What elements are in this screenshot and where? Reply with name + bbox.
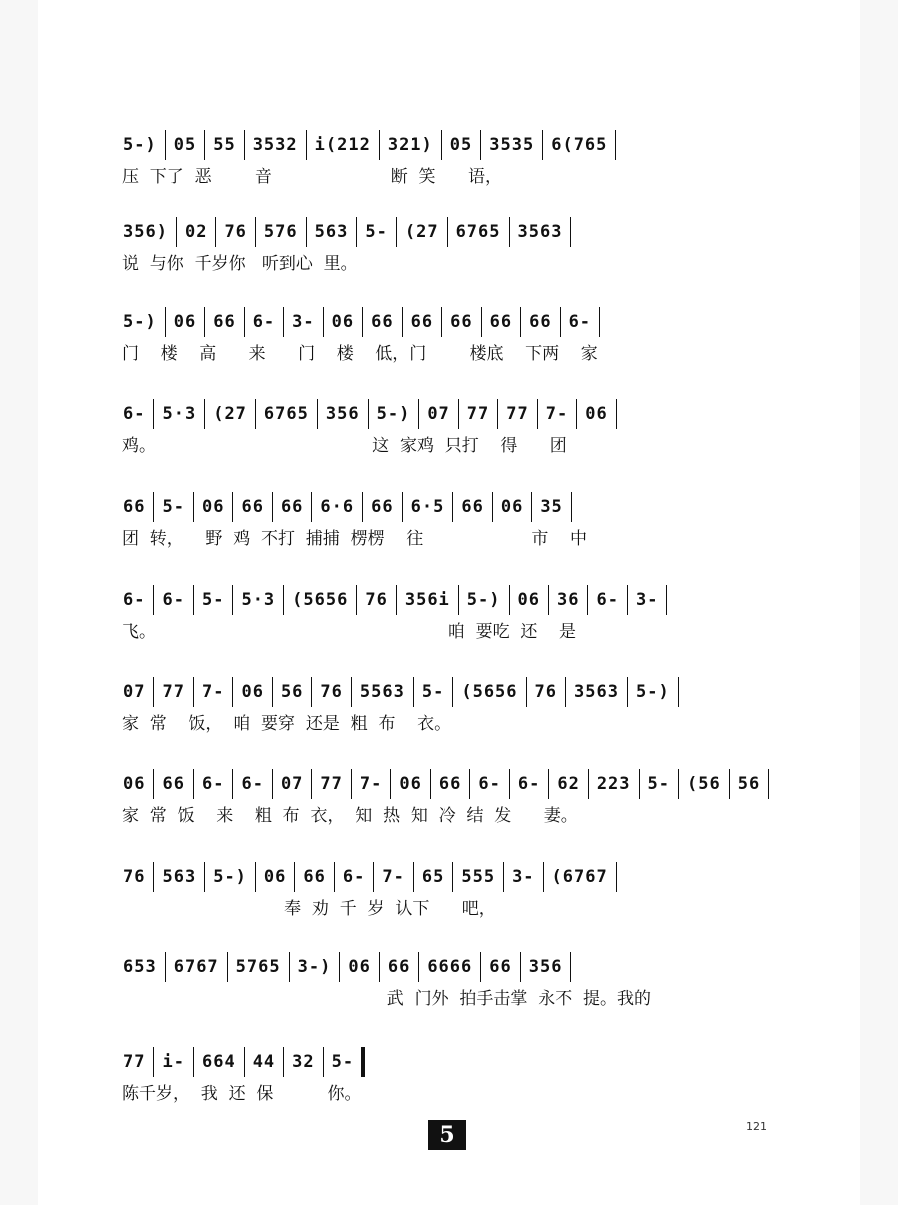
measure: 6-: [568, 312, 592, 332]
measure: 356i: [400, 583, 455, 617]
bar-line: [447, 217, 448, 247]
measure: 5-): [376, 404, 411, 424]
bar-line: [480, 952, 481, 982]
measure: 07: [276, 767, 308, 801]
bar-line: [441, 307, 442, 337]
bar-line: [560, 307, 561, 337]
bar-line: [294, 862, 295, 892]
score-system: [118, 397, 798, 461]
measure: 6-: [596, 590, 619, 610]
measure: 3-): [297, 957, 332, 977]
bar-line: [306, 130, 307, 160]
bar-line: [244, 307, 245, 337]
bar-line: [153, 399, 154, 429]
measure: 06: [513, 583, 545, 617]
measure: 3-: [292, 312, 315, 332]
measure: 555: [456, 860, 500, 894]
bar-line: [204, 399, 205, 429]
measure: 3-: [512, 867, 535, 887]
measure: 5-): [213, 867, 247, 887]
bar-line: [531, 492, 532, 522]
bar-line: [311, 492, 312, 522]
measure: 6-: [478, 774, 501, 794]
bar-line: [571, 492, 572, 522]
bar-line: [390, 769, 391, 799]
lyrics-line: 门 楼 高 来 门 楼 低，门 楼底 下两 家: [122, 344, 598, 364]
bar-line: [362, 492, 363, 522]
bar-line: [153, 677, 154, 707]
bar-line: [232, 585, 233, 615]
measure: 77: [157, 675, 189, 709]
bar-line: [153, 862, 154, 892]
notation-line: [118, 583, 798, 617]
measure: (5656: [456, 675, 522, 709]
measure: 76: [360, 583, 392, 617]
bar-line: [272, 677, 273, 707]
bar-line: [193, 1047, 194, 1077]
bar-line: [334, 862, 335, 892]
lyrics-line: 武 门外 拍手击掌 永不 提。我的: [122, 989, 652, 1009]
bar-line: [418, 399, 419, 429]
measure: 6-: [241, 774, 264, 794]
bar-line: [666, 585, 667, 615]
bar-line: [232, 492, 233, 522]
measure: 77: [118, 1045, 150, 1079]
measure: 66: [208, 305, 240, 339]
measure: 356: [524, 950, 568, 984]
measure: 6-: [162, 590, 185, 610]
bar-line: [368, 399, 369, 429]
bar-line: [193, 492, 194, 522]
bar-line: [413, 677, 414, 707]
measure: (6767: [547, 860, 613, 894]
bar-line: [587, 585, 588, 615]
measure: 5·3: [157, 397, 201, 431]
measure: i(212: [310, 128, 376, 162]
bar-line: [639, 769, 640, 799]
lyrics-line: 飞。 咱 要吃 还 是: [122, 622, 577, 642]
measure: 44: [248, 1045, 280, 1079]
bar-line: [615, 130, 616, 160]
measure: 7-: [545, 404, 569, 424]
bar-line: [317, 399, 318, 429]
page-number-badge: 5: [428, 1120, 466, 1150]
bar-line: [272, 769, 273, 799]
measure: 6-: [342, 867, 366, 887]
score-system: [118, 767, 798, 831]
bar-line: [244, 130, 245, 160]
score-system: [118, 490, 798, 554]
measure: 66: [445, 305, 477, 339]
notation-line: [118, 675, 798, 709]
measure: 6(765: [546, 128, 612, 162]
bar-line: [509, 769, 510, 799]
measure: 06: [327, 305, 359, 339]
bar-line: [153, 492, 154, 522]
page-footer-number: 121: [746, 1120, 767, 1133]
bar-line: [458, 585, 459, 615]
measure: 356): [118, 215, 173, 249]
measure: 76: [118, 860, 150, 894]
score-system: [118, 305, 798, 369]
bar-line: [492, 492, 493, 522]
measure: 6-: [123, 404, 146, 424]
bar-line: [729, 769, 730, 799]
bar-line: [413, 862, 414, 892]
measure: 06: [394, 767, 426, 801]
measure: 5-): [123, 135, 157, 155]
bar-line: [565, 677, 566, 707]
notation-line: [118, 860, 798, 894]
score-system: [118, 950, 798, 1014]
measure: 55: [208, 128, 240, 162]
bar-line: [311, 769, 312, 799]
bar-line: [480, 130, 481, 160]
measure: 06: [118, 767, 150, 801]
notation-line: [118, 490, 798, 524]
lyrics-line: 家 常 饭， 咱 要穿 还是 粗 布 衣。: [122, 714, 452, 734]
measure: 56: [733, 767, 765, 801]
measure: (27: [400, 215, 444, 249]
bar-line: [339, 952, 340, 982]
measure: 5-): [635, 682, 670, 702]
lyrics-line: 压 下了 恶 音 断 笑 语，: [122, 167, 502, 187]
bar-line: [165, 130, 166, 160]
lyrics-line: 陈千岁， 我 还 保 你。: [122, 1084, 362, 1104]
measure: 35: [535, 490, 567, 524]
notation-line: [118, 305, 798, 339]
measure: 06: [580, 397, 612, 431]
lyrics-line: 说 与你 千岁你 听到心 里。: [122, 254, 358, 274]
bar-line: [396, 217, 397, 247]
bar-line: [204, 130, 205, 160]
bar-line: [520, 307, 521, 337]
measure: 66: [406, 305, 438, 339]
bar-line: [204, 307, 205, 337]
measure: 66: [118, 490, 150, 524]
measure: 6-: [517, 774, 541, 794]
bar-line: [272, 492, 273, 522]
measure: 56: [276, 675, 308, 709]
measure: 5-): [466, 590, 501, 610]
measure: 66: [366, 490, 398, 524]
measure: 07: [422, 397, 454, 431]
bar-line: [768, 769, 769, 799]
bar-line: [244, 1047, 245, 1077]
measure: 7-: [382, 867, 405, 887]
measure: 653: [118, 950, 162, 984]
bar-line: [255, 217, 256, 247]
bar-line: [509, 217, 510, 247]
bar-line: [458, 399, 459, 429]
measure: 563: [157, 860, 201, 894]
bar-line: [193, 677, 194, 707]
measure: 66: [485, 305, 517, 339]
bar-line: [537, 399, 538, 429]
bar-line: [576, 399, 577, 429]
measure: 66: [298, 860, 330, 894]
bar-line: [193, 769, 194, 799]
lyrics-line: 鸡。 这 家鸡 只打 得 团: [122, 436, 567, 456]
measure: i-: [162, 1052, 185, 1072]
measure: 66: [383, 950, 415, 984]
measure: 77: [315, 767, 347, 801]
measure: 07: [118, 675, 150, 709]
bar-line: [306, 217, 307, 247]
measure: 32: [287, 1045, 319, 1079]
bar-line: [543, 862, 544, 892]
measure: 66: [366, 305, 398, 339]
measure: 06: [197, 490, 229, 524]
bar-line: [255, 862, 256, 892]
bar-line: [509, 585, 510, 615]
measure: 5-: [331, 1052, 355, 1072]
measure: 66: [236, 490, 268, 524]
measure: 6765: [259, 397, 314, 431]
bar-line: [153, 1047, 154, 1077]
measure: 223: [592, 767, 636, 801]
measure: 6·6: [315, 490, 359, 524]
measure: 6-: [123, 590, 146, 610]
measure: 06: [343, 950, 375, 984]
bar-line: [396, 585, 397, 615]
measure: 576: [259, 215, 303, 249]
measure: 66: [157, 767, 189, 801]
bar-line: [232, 677, 233, 707]
measure: 5·3: [236, 583, 280, 617]
measure: 321): [383, 128, 438, 162]
lyrics-line: 奉 劝 千 岁 认下 吧，: [122, 899, 496, 919]
score-system: [118, 1045, 798, 1109]
measure: (56: [682, 767, 726, 801]
measure: 356: [321, 397, 365, 431]
notation-line: [118, 128, 798, 162]
bar-line: [542, 130, 543, 160]
bar-line: [153, 585, 154, 615]
measure: 05: [445, 128, 477, 162]
measure: 5-: [201, 590, 225, 610]
measure: 02: [180, 215, 212, 249]
bar-line: [153, 769, 154, 799]
measure: 5-: [365, 222, 388, 242]
measure: 77: [462, 397, 494, 431]
score-system: [118, 128, 798, 192]
measure: 6·5: [406, 490, 450, 524]
bar-line: [356, 585, 357, 615]
bar-line: [526, 677, 527, 707]
bar-line: [323, 307, 324, 337]
bar-line: [503, 862, 504, 892]
bar-line: [215, 217, 216, 247]
notation-line: [118, 1045, 798, 1079]
bar-line: [452, 862, 453, 892]
measure: 5-: [647, 774, 671, 794]
measure: 7-: [359, 774, 383, 794]
score-system: [118, 583, 798, 647]
bar-line: [599, 307, 600, 337]
bar-line: [678, 769, 679, 799]
measure: 5-: [421, 682, 445, 702]
measure: 65: [417, 860, 449, 894]
bar-line: [452, 492, 453, 522]
measure: 6-: [201, 774, 225, 794]
bar-line: [323, 1047, 324, 1077]
bar-line: [255, 399, 256, 429]
bar-line: [548, 585, 549, 615]
measure: 6-: [252, 312, 276, 332]
bar-line: [289, 952, 290, 982]
notation-line: [118, 397, 798, 431]
lyrics-line: 团 转， 野 鸡 不打 捕捕 楞楞 往 市 中: [122, 529, 587, 549]
bar-line: [627, 585, 628, 615]
measure: 05: [169, 128, 201, 162]
measure: 5-): [123, 312, 157, 332]
bar-line: [452, 677, 453, 707]
score-system: [118, 675, 798, 739]
bar-line: [204, 862, 205, 892]
bar-line: [193, 585, 194, 615]
bar-line: [283, 307, 284, 337]
bar-line: [362, 307, 363, 337]
bar-line: [616, 862, 617, 892]
bar-line: [165, 307, 166, 337]
measure: 5765: [231, 950, 286, 984]
bar-line: [570, 952, 571, 982]
bar-line: [351, 769, 352, 799]
bar-line: [311, 677, 312, 707]
measure: (27: [208, 397, 252, 431]
bar-line: [283, 1047, 284, 1077]
measure: 66: [524, 305, 556, 339]
measure: 06: [236, 675, 268, 709]
lyrics-line: 家 常 饭 来 粗 布 衣， 知 热 知 冷 结 发 妻。: [122, 806, 578, 826]
measure: 36: [552, 583, 584, 617]
score-system: [118, 215, 798, 279]
bar-line: [570, 217, 571, 247]
measure: 06: [169, 305, 201, 339]
bar-line: [497, 399, 498, 429]
bar-line: [418, 952, 419, 982]
measure: 6767: [169, 950, 224, 984]
measure: 3532: [248, 128, 303, 162]
bar-line: [176, 217, 177, 247]
measure: 77: [501, 397, 533, 431]
score-system: [118, 860, 798, 924]
measure: 66: [434, 767, 466, 801]
measure: 62: [552, 767, 584, 801]
measure: 06: [496, 490, 528, 524]
measure: 76: [315, 675, 347, 709]
bar-line: [165, 952, 166, 982]
bar-line: [227, 952, 228, 982]
bar-line: [351, 677, 352, 707]
bar-line: [616, 399, 617, 429]
bar-line: [548, 769, 549, 799]
measure: 6765: [451, 215, 506, 249]
measure: 3563: [569, 675, 624, 709]
bar-line: [373, 862, 374, 892]
notation-line: [118, 215, 798, 249]
bar-line: [678, 677, 679, 707]
bar-line: [283, 585, 284, 615]
bar-line: [232, 769, 233, 799]
bar-line: [588, 769, 589, 799]
measure: 3-: [635, 590, 659, 610]
measure: 76: [530, 675, 562, 709]
measure: 664: [197, 1045, 241, 1079]
bar-line: [469, 769, 470, 799]
measure: (5656: [287, 583, 353, 617]
measure: 06: [259, 860, 291, 894]
measure: 66: [456, 490, 488, 524]
bar-line: [402, 492, 403, 522]
measure: 7-: [201, 682, 225, 702]
bar-line: [481, 307, 482, 337]
measure: 5-: [162, 497, 185, 517]
measure: 3535: [484, 128, 539, 162]
measure: 76: [219, 215, 251, 249]
measure: 6666: [422, 950, 477, 984]
bar-line: [627, 677, 628, 707]
measure: 3563: [513, 215, 568, 249]
notation-line: [118, 950, 798, 984]
measure: 66: [276, 490, 308, 524]
bar-line: [402, 307, 403, 337]
measure: 563: [310, 215, 354, 249]
bar-line: [441, 130, 442, 160]
measure: 5563: [355, 675, 410, 709]
final-bar-line: [361, 1047, 365, 1077]
bar-line: [430, 769, 431, 799]
bar-line: [379, 130, 380, 160]
bar-line: [520, 952, 521, 982]
measure: 66: [484, 950, 516, 984]
notation-line: [118, 767, 798, 801]
bar-line: [379, 952, 380, 982]
bar-line: [356, 217, 357, 247]
